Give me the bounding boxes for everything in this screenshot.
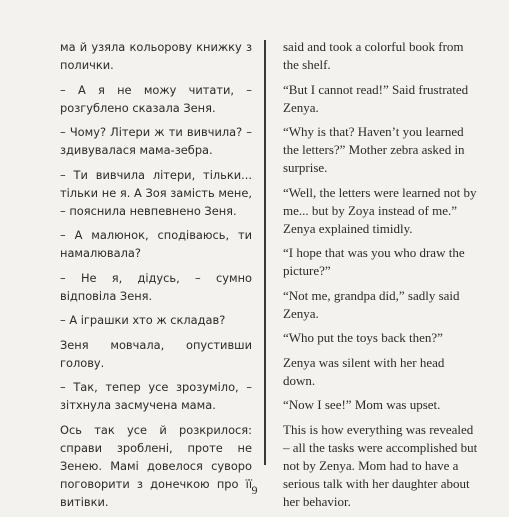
english-text-column <box>283 38 479 517</box>
page-number: 9 <box>251 483 258 497</box>
ukrainian-paragraph: ма й узяла кольорову книжку з полички. <box>60 40 252 72</box>
english-paragraph: “I hope that was you who draw the picture?” <box>283 245 465 278</box>
ukrainian-paragraph: – Так, тепер усе зрозуміло, – зітхнула засмучена мама. <box>60 380 252 412</box>
english-paragraph: “Not me, grandpa did,” sadly said Zenya. <box>283 287 460 321</box>
english-paragraph: “Who put the toys back then?” <box>283 330 443 345</box>
ukrainian-paragraph: – А я не можу читати, – розгублено сказала Зеня. <box>60 82 252 115</box>
column-divider <box>264 40 266 465</box>
english-paragraph: said and took a colorful book from the shelf. <box>283 39 464 72</box>
ukrainian-paragraph: – Чому? Літери ж ти вивчила? – здивувалася мама-зебра. <box>60 125 252 157</box>
ukrainian-paragraph: Зеня мовчала, опустивши голову. <box>60 337 252 370</box>
english-paragraph: “Well, the letters were learned not by me... but by Zoya instead of me.” Zenya explained timidly. <box>283 184 477 236</box>
ukrainian-paragraph: – А іграшки хто ж складав? <box>60 313 226 327</box>
english-paragraph: This is how everything was revealed – all the tasks were accomplished but not by Zenya. Mom had to have a serious talk with her daughter about her behavior. <box>283 421 478 509</box>
english-paragraph: “But I cannot read!” Said frustrated Zenya. <box>283 81 469 115</box>
english-paragraph: “Now I see!” Mom was upset. <box>283 397 441 412</box>
ukrainian-paragraph: Ось так усе й розкрилося: справи зроблені, проте не Зенею. Мамі довелося суворо поговорити з донечкою про її витівки. <box>60 422 252 509</box>
ukrainian-paragraph: – Не я, дідусь, – сумно відповіла Зеня. <box>60 270 252 303</box>
ukrainian-paragraph: – А малюнок, сподіваюсь, ти намалювала? <box>60 228 252 260</box>
ukrainian-paragraph: – Ти вивчила літери, тільки... тільки не я. А Зоя замість мене, – пояснила невпевнено Зеня. <box>60 167 252 218</box>
english-paragraph: “Why is that? Haven’t you learned the letters?” Mother zebra asked in surprise. <box>283 124 465 175</box>
english-paragraph: Zenya was silent with her head down. <box>283 354 445 388</box>
ukrainian-text-column <box>60 38 252 517</box>
